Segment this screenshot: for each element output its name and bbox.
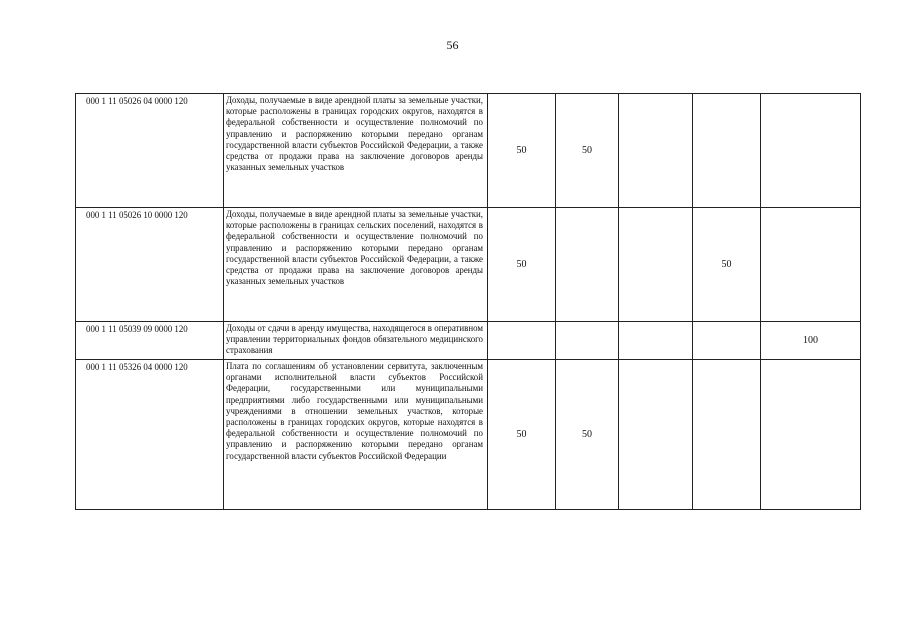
table-row: [76, 360, 861, 510]
value-cell: [619, 208, 693, 322]
value-cell: 50: [488, 360, 556, 510]
value-cell: [693, 322, 761, 360]
value-cell: [556, 322, 619, 360]
revenue-description-cell: Доходы, получаемые в виде арендной платы за земельные участки, которые расположены в границах городских округов, находятся в федеральной собственности и осуществление полномочий по управлению и распоряжению которыми передано органам государственной власти субъектов Российской Федерации, а также средства от продажи права на заключение договоров аренды указанных земельных участков: [224, 94, 488, 208]
revenue-description-cell: Доходы от сдачи в аренду имущества, находящегося в оперативном управлении территориальных фондов обязательного медицинского страхования: [224, 322, 488, 360]
value-cell: 50: [488, 94, 556, 208]
value-cell: 50: [693, 208, 761, 322]
budget-code-cell: 000 1 11 05026 04 0000 120: [76, 94, 224, 208]
value-cell: [761, 360, 861, 510]
page-number: 56: [446, 38, 459, 52]
value-cell: [556, 208, 619, 322]
value-cell: 50: [556, 360, 619, 510]
value-cell: [619, 360, 693, 510]
table-row: [76, 322, 861, 360]
value-cell: [488, 322, 556, 360]
budget-code-cell: 000 1 11 05026 10 0000 120: [76, 208, 224, 322]
value-cell: [693, 94, 761, 208]
value-cell: [619, 322, 693, 360]
revenue-description-cell: Плата по соглашениям об установлении сервитута, заключенным органами исполнительной власти субъектов Российской Федерации, государственными или муниципальными предприятиями либо государственными или муниципальными учреждениями в отношении земельных участков, которые расположены в границах городских округов, которые находятся в федеральной собственности и осуществление полномочий по управлению и распоряжению которыми передано органам государственной власти субъектов Российской Федерации: [224, 360, 488, 510]
revenue-classification-table: [75, 93, 861, 510]
value-cell: 50: [556, 94, 619, 208]
budget-code-cell: 000 1 11 05326 04 0000 120: [76, 360, 224, 510]
value-cell: 50: [488, 208, 556, 322]
value-cell: [693, 360, 761, 510]
budget-code-cell: 000 1 11 05039 09 0000 120: [76, 322, 224, 360]
table-row: [76, 94, 861, 208]
table-row: [76, 208, 861, 322]
value-cell: [619, 94, 693, 208]
value-cell: [761, 208, 861, 322]
value-cell: 100: [761, 322, 861, 360]
revenue-description-cell: Доходы, получаемые в виде арендной платы за земельные участки, которые расположены в границах сельских поселений, находятся в федеральной собственности и осуществление полномочий по управлению и распоряжению которыми передано органам государственной власти субъектов Российской Федерации, а также средства от продажи права на заключение договоров аренды указанных земельных участков: [224, 208, 488, 322]
value-cell: [761, 94, 861, 208]
